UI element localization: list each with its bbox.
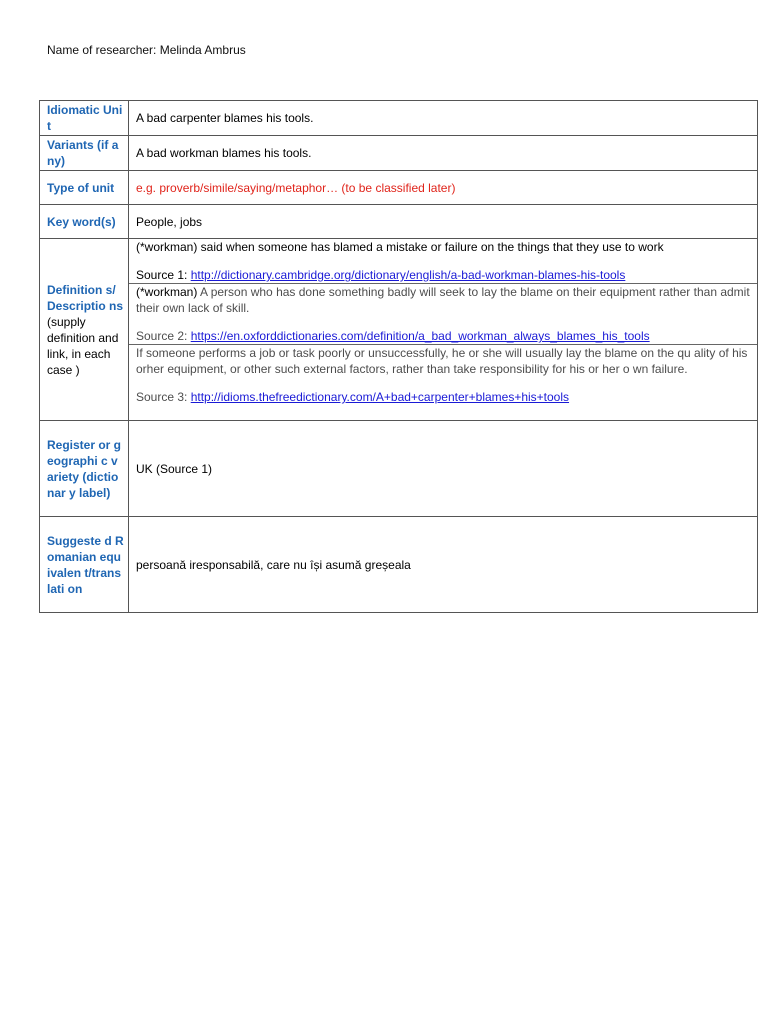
idiom-table [39,100,758,613]
definitions-label-text: Definition s/ Descriptio ns [47,282,124,313]
label-definitions [40,239,129,421]
definition-3 [129,344,757,405]
definition-2-source [136,328,750,344]
row-idiomatic-unit [40,101,758,136]
value-romanian: persoană iresponsabilă, care nu își asumă greșeala [129,517,758,613]
definition-1-source [136,267,750,283]
label-romanian: Suggeste d Romanian equivalen t/translati on [40,517,129,613]
source-1-link[interactable]: http://dictionary.cambridge.org/dictionary/english/a-bad-workman-blames-his-tools [190,268,626,282]
row-variants [40,136,758,171]
source-1-prefix: Source 1: [136,268,191,282]
label-type: Type of unit [40,171,129,205]
definition-2 [129,283,757,344]
label-keywords: Key word(s) [40,205,129,239]
label-register: Register or geographi c variety (dictionar y label) [40,421,129,517]
definition-2-body: A person who has done something badly will seek to lay the blame on their equipment rather than admit their own lack of skill. [136,285,750,315]
value-variants: A bad workman blames his tools. [129,136,758,171]
row-keywords [40,205,758,239]
source-3-link[interactable]: http://idioms.thefreedictionary.com/A+bad+carpenter+blames+his+tools [190,390,570,404]
value-definitions [129,239,758,421]
definition-2-text [136,284,750,316]
row-register [40,421,758,517]
value-register: UK (Source 1) [129,421,758,517]
source-2-prefix: Source 2: [136,329,191,343]
definitions-note: (supply definition and link, in each case ) [47,314,119,377]
source-3-prefix: Source 3: [136,390,191,404]
definition-3-source [136,389,750,405]
definition-2-lead: (*workman) [136,285,198,299]
researcher-name: Name of researcher: Melinda Ambrus [47,43,246,57]
row-definitions [40,239,758,421]
definition-1-text: (*workman) said when someone has blamed a mistake or failure on the things that they use to work [136,240,664,254]
label-idiomatic-unit: Idiomatic Unit [40,101,129,136]
value-idiomatic-unit: A bad carpenter blames his tools. [129,101,758,136]
value-type: e.g. proverb/simile/saying/metaphor… (to be classified later) [129,171,758,205]
label-variants: Variants (if any) [40,136,129,171]
definition-3-text: If someone performs a job or task poorly or unsuccessfully, he or she will usually lay the blame on the qu ality of his orher equipment, or other such external factors, rather than take responsibility for his or her o wn failure. [136,346,748,376]
value-keywords: People, jobs [129,205,758,239]
source-2-link[interactable]: https://en.oxforddictionaries.com/definition/a_bad_workman_always_blames_his_tools [190,329,650,343]
row-type [40,171,758,205]
definition-1 [129,239,757,283]
row-romanian [40,517,758,613]
